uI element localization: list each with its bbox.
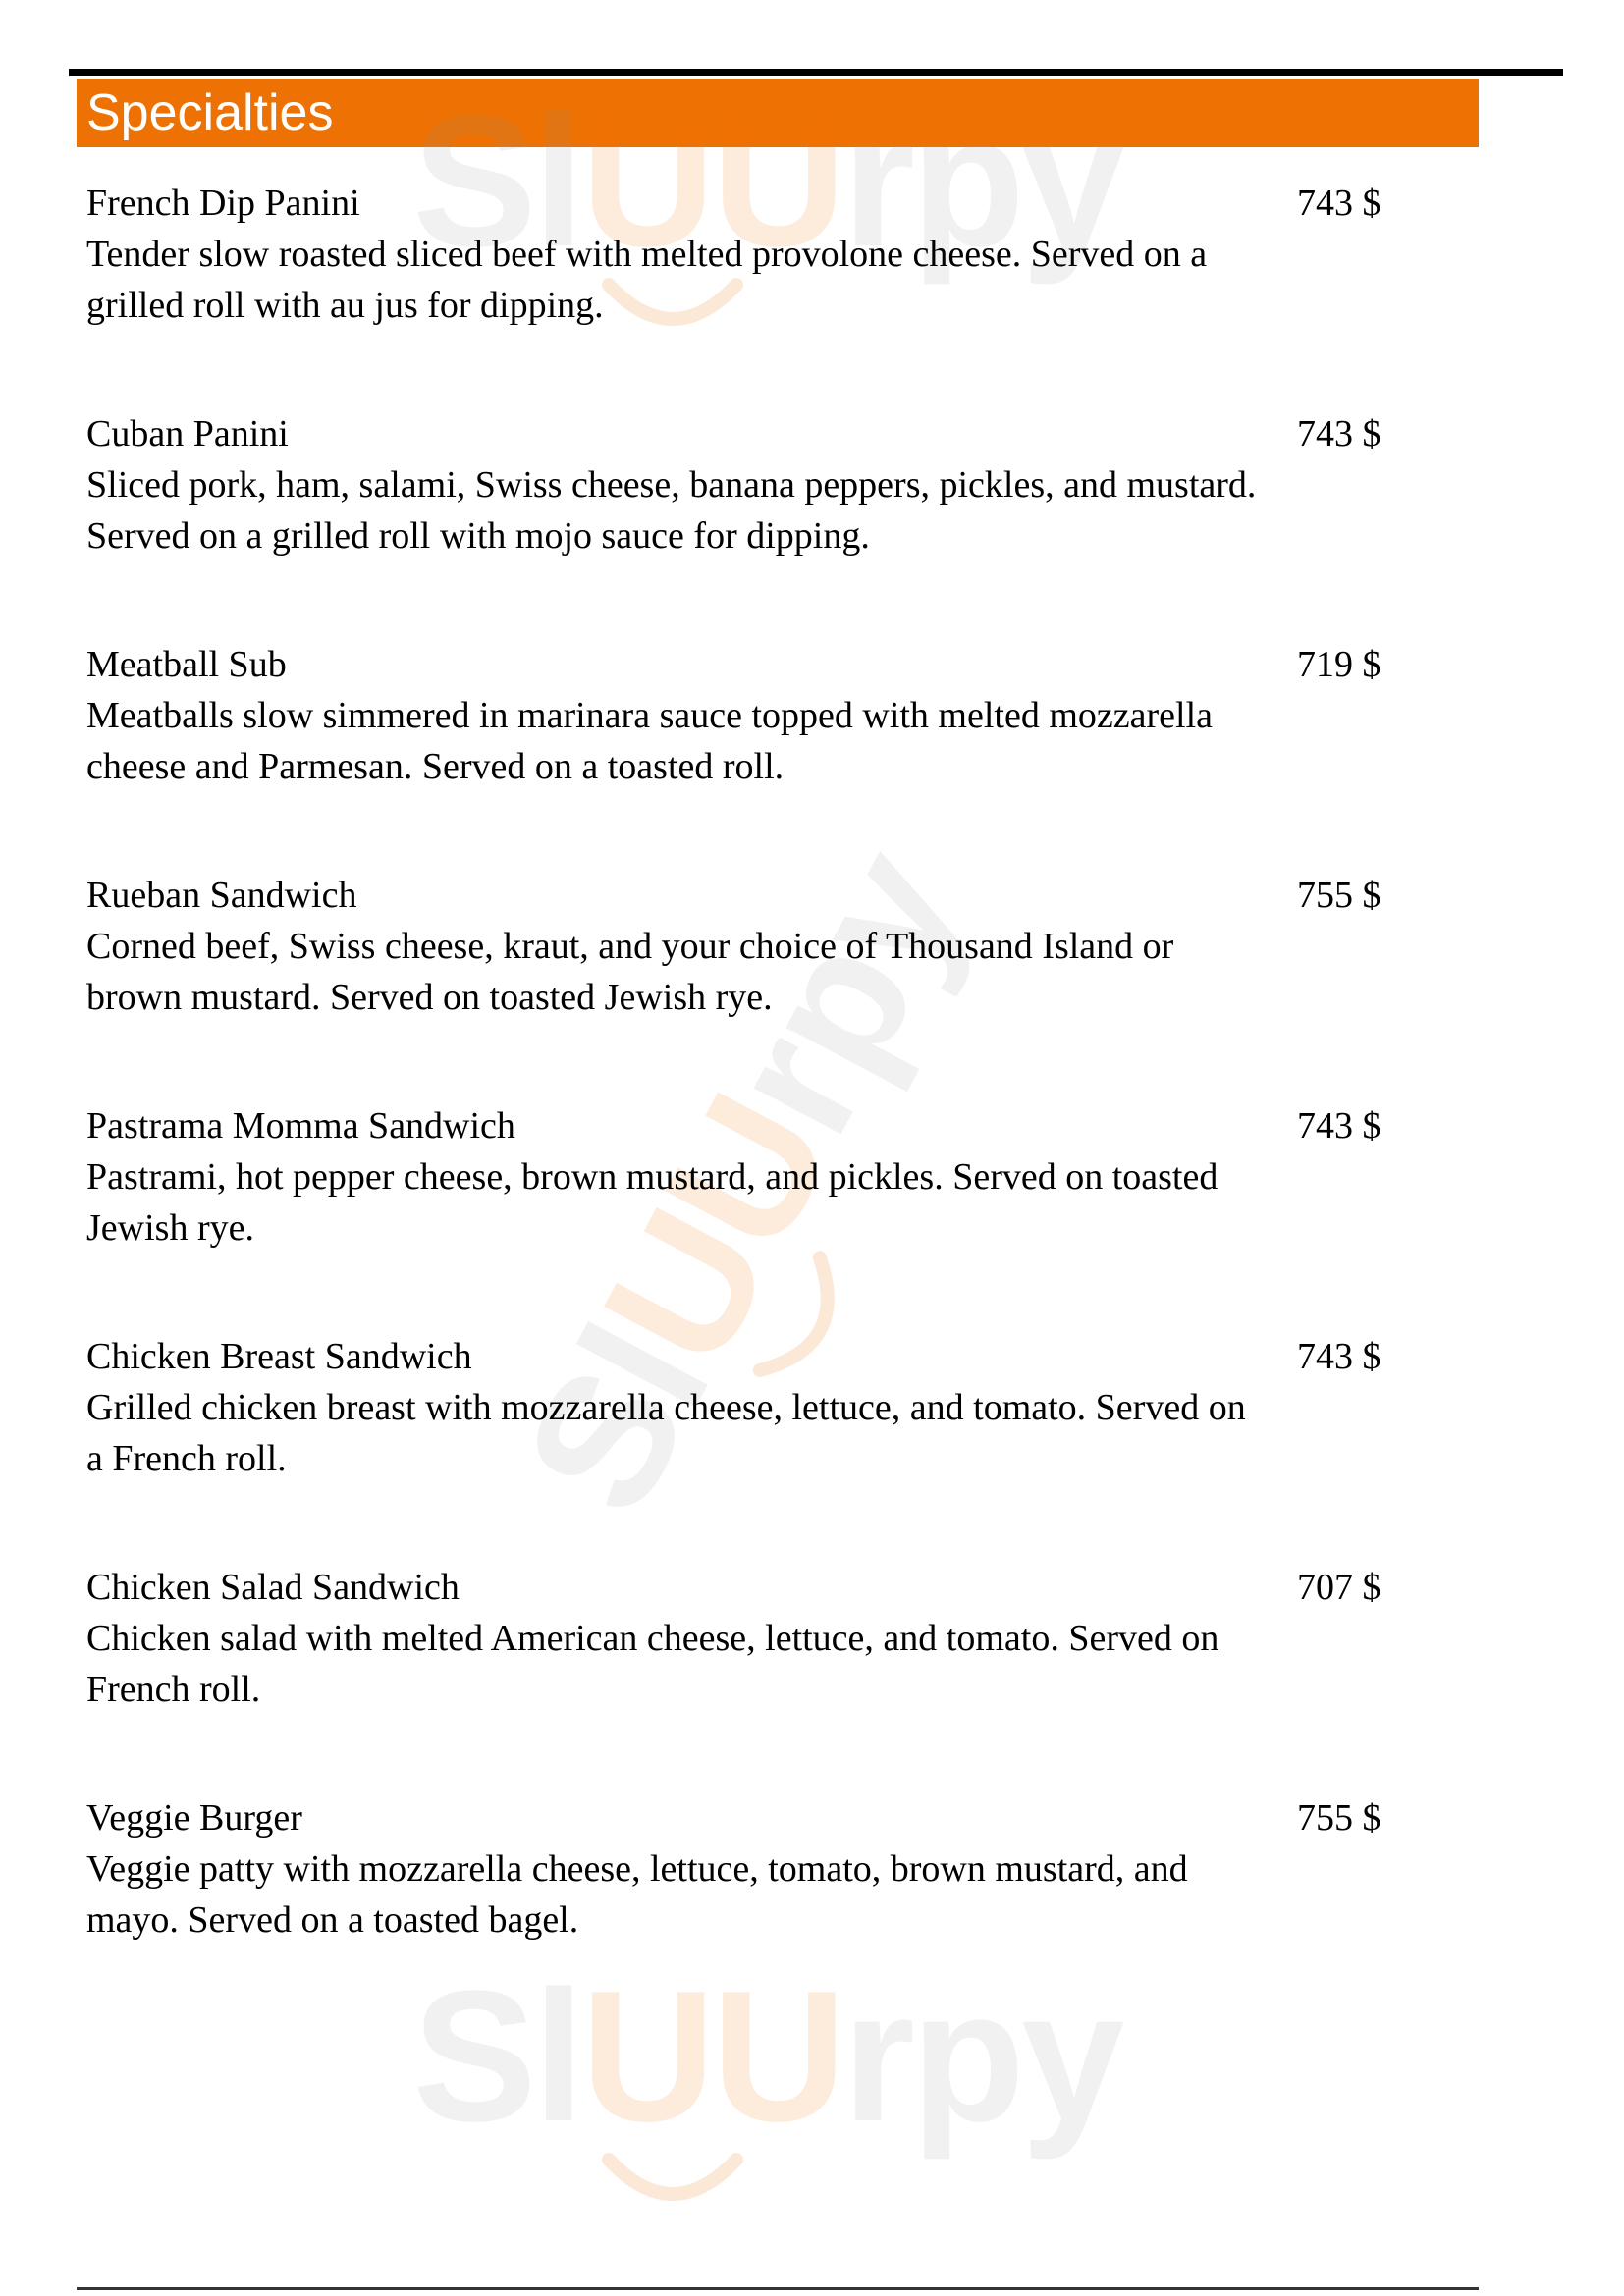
menu-item [86, 870, 1402, 1066]
watermark-text-a: Sl [484, 1298, 748, 1545]
item-name: Chicken Salad Sandwich [86, 1567, 460, 1608]
item-price: 707 $ [1297, 1567, 1381, 1608]
item-name: Rueban Sandwich [86, 875, 357, 916]
menu-item [86, 408, 1402, 605]
watermark-text-c: rpy [841, 1952, 1121, 2161]
item-price: 743 $ [1297, 1105, 1381, 1147]
item-price: 743 $ [1297, 1336, 1381, 1377]
menu-item [86, 1562, 1402, 1758]
item-price: 743 $ [1297, 413, 1381, 454]
item-description: Chicken salad with melted American cheese, lettuce, and tomato. Served on French roll. [86, 1618, 1219, 1710]
watermark-text-b: UU [564, 1066, 871, 1396]
watermark-text-c: rpy [686, 821, 1001, 1165]
menu-item [86, 178, 1402, 374]
item-description: Tender slow roasted sliced beef with melted provolone cheese. Served on a grilled roll with au jus for dipping. [86, 234, 1208, 326]
item-price: 719 $ [1297, 644, 1381, 685]
menu-item [86, 639, 1402, 835]
watermark-text-a: Sl [412, 1952, 581, 2161]
item-price: 755 $ [1297, 875, 1381, 916]
item-description: Grilled chicken breast with mozzarella cheese, lettuce, and tomato. Served on a French roll. [86, 1387, 1246, 1479]
item-description: Corned beef, Swiss cheese, kraut, and your choice of Thousand Island or brown mustard. Served on toasted Jewish rye. [86, 926, 1174, 1018]
item-description: Meatballs slow simmered in marinara sauce topped with melted mozzarella cheese and Parmesan. Served on a toasted roll. [86, 695, 1213, 787]
item-name: Chicken Breast Sandwich [86, 1336, 472, 1377]
watermark-text-b: UU [580, 78, 842, 286]
item-name: Pastrama Momma Sandwich [86, 1105, 515, 1147]
menu-item [86, 1792, 1402, 1989]
menu-item [86, 1331, 1402, 1527]
item-description: Veggie patty with mozzarella cheese, lettuce, tomato, brown mustard, and mayo. Served on a toasted bagel. [86, 1848, 1188, 1941]
item-name: Veggie Burger [86, 1797, 302, 1839]
item-description: Pastrami, hot pepper cheese, brown mustard, and pickles. Served on toasted Jewish rye. [86, 1156, 1218, 1249]
watermark-text-b: UU [580, 1952, 842, 2161]
watermark-text-a: Sl [412, 78, 581, 286]
item-price: 743 $ [1297, 183, 1381, 224]
section-title: Specialties [86, 84, 334, 141]
item-price: 755 $ [1297, 1797, 1381, 1839]
item-name: Meatball Sub [86, 644, 287, 685]
item-description: Sliced pork, ham, salami, Swiss cheese, banana peppers, pickles, and mustard. Served on a grilled roll with mojo sauce for dipping. [86, 464, 1257, 557]
item-name: Cuban Panini [86, 413, 289, 454]
menu-item [86, 1100, 1402, 1297]
bottom-rule [77, 2287, 1479, 2290]
item-name: French Dip Panini [86, 183, 360, 224]
watermark-text-c: rpy [841, 78, 1121, 286]
